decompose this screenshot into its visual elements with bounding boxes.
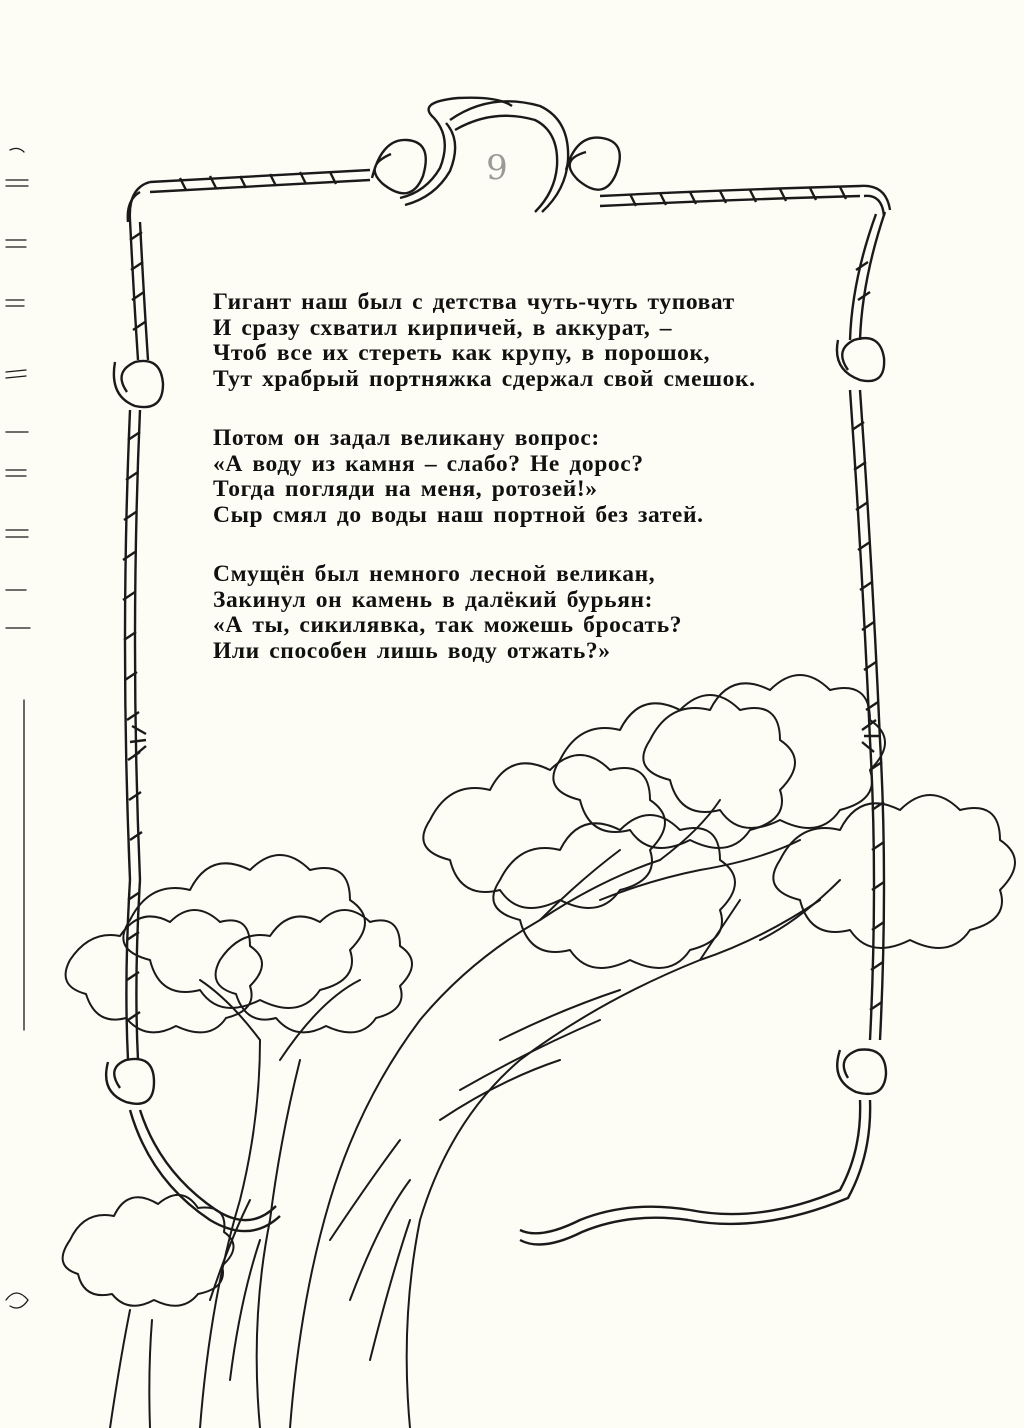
poem-line: Или способен лишь воду отжать?» xyxy=(213,637,611,664)
left-edge-marks xyxy=(6,148,30,1308)
stanza-1 xyxy=(213,290,853,392)
poem-line: Сыр смял до воды наш портной без затей. xyxy=(213,501,704,528)
poem-line: «А воду из камня – слабо? Не дорос? xyxy=(213,450,644,477)
poem-line: Смущён был немного лесной великан, xyxy=(213,561,656,587)
stanza-2 xyxy=(213,426,853,528)
stanza-3 xyxy=(213,562,853,664)
poem-text xyxy=(213,290,853,698)
poem-line: Закинул он камень в далёкий бурьян: xyxy=(213,586,654,613)
poem-line: И сразу схватил кирпичей, в аккурат, – xyxy=(213,314,673,341)
poem-line: Гигант наш был с детства чуть-чуть туповат xyxy=(213,289,735,315)
poem-line: Чтоб все их стереть как крупу, в порошок, xyxy=(213,340,711,366)
poem-line: Тогда погляди на меня, ротозей!» xyxy=(213,476,598,502)
poem-line: Потом он задал великану вопрос: xyxy=(213,425,600,451)
poem-line: «А ты, сикилявка, так можешь бросать? xyxy=(213,612,683,638)
page-number: 9 xyxy=(486,148,508,188)
poem-line: Тут храбрый портняжка сдержал свой смешок. xyxy=(213,365,756,392)
